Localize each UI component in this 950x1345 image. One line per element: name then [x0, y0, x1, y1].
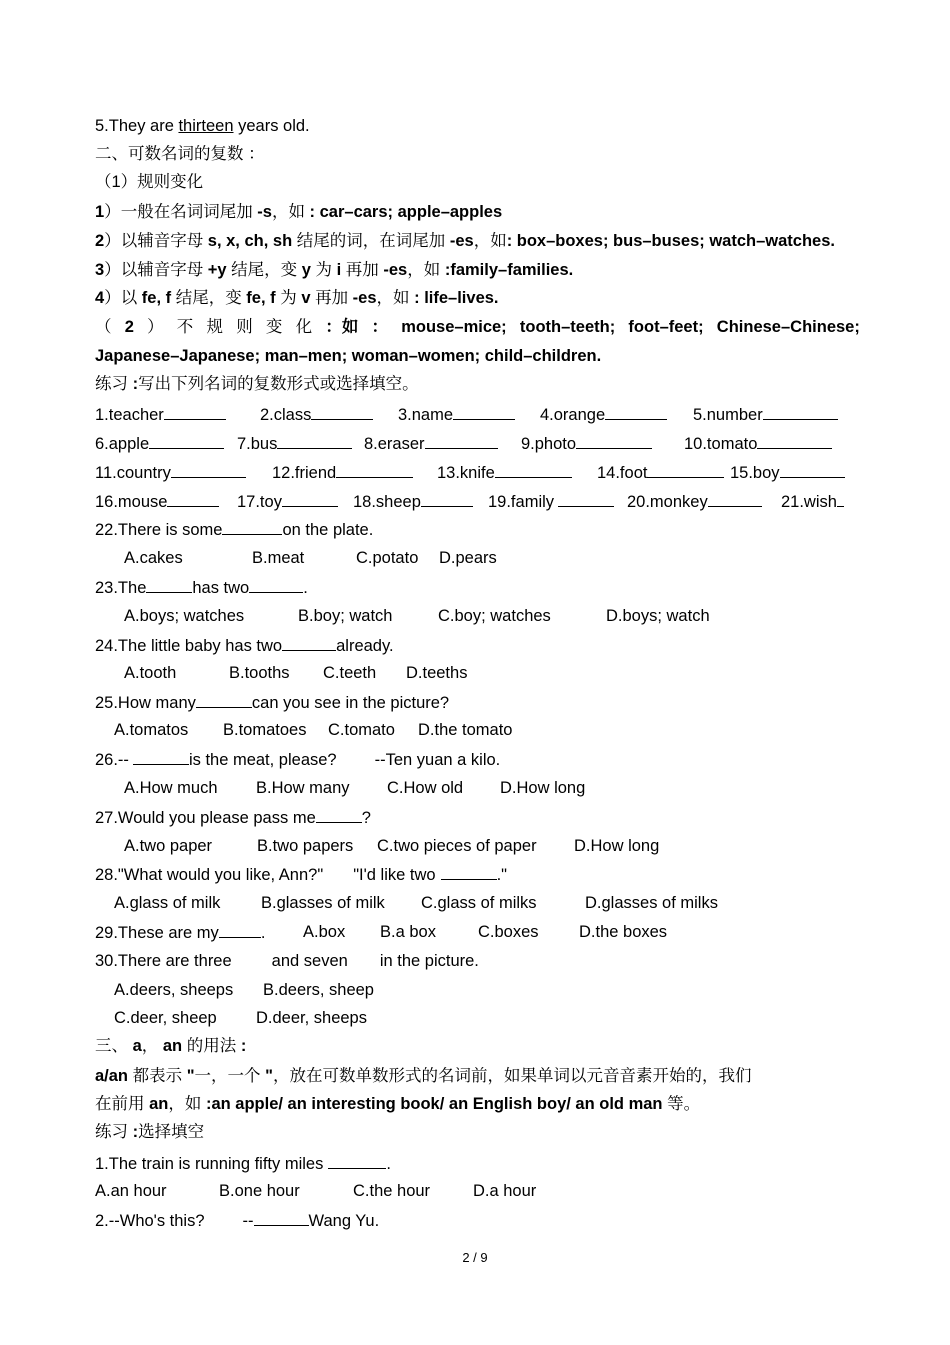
text: 11.country — [95, 464, 171, 482]
text: ）以 — [104, 289, 142, 307]
option-c[interactable]: C.teeth — [323, 664, 377, 682]
option-b[interactable]: B.a box — [380, 923, 436, 941]
rule-number: 4 — [95, 289, 105, 307]
option-a[interactable]: A.an hour — [95, 1182, 167, 1200]
usage-line-2 — [95, 1094, 700, 1114]
option-c[interactable]: C.tomato — [328, 721, 395, 739]
option-b[interactable]: B.two papers — [257, 837, 354, 855]
option-a[interactable]: A.boys; watches — [124, 607, 245, 625]
text: 变 — [265, 318, 283, 336]
word-item — [364, 433, 498, 454]
question-30 — [95, 951, 479, 971]
text: an — [162, 1037, 183, 1055]
answer-blank[interactable] — [336, 462, 413, 478]
exercise-2-title — [95, 1122, 204, 1142]
answer-blank[interactable] — [277, 433, 352, 449]
answer-blank[interactable] — [316, 807, 362, 823]
text: 三、 — [95, 1037, 133, 1055]
section-3-heading — [95, 1036, 246, 1056]
text: " — [186, 1067, 195, 1085]
text: already. — [336, 637, 394, 655]
text: an — [149, 1095, 169, 1113]
text: 15.boy — [730, 464, 780, 482]
word-item — [95, 462, 246, 483]
text: ，放在可数单数形式的名词前，如果单词以元音音素开始的，我们 — [272, 1067, 752, 1085]
text: ： — [371, 318, 389, 336]
text: 24.The little baby has two — [95, 637, 283, 655]
subsection-regular: （1）规则变化 — [95, 173, 204, 191]
word-item — [627, 491, 762, 512]
text: : — [132, 375, 139, 393]
text: 再加 — [341, 261, 384, 279]
letter: y — [301, 261, 311, 279]
text: 19.family — [488, 493, 555, 511]
text: ）一般在名词词尾加 — [104, 203, 258, 221]
rule-1 — [95, 202, 502, 222]
text: 4.orange — [540, 406, 606, 424]
option-c[interactable]: C.glass of milks — [421, 894, 537, 912]
text: 化 — [295, 318, 313, 336]
question-22 — [95, 519, 373, 540]
answer-blank[interactable] — [757, 433, 832, 449]
answer-blank[interactable] — [146, 577, 192, 593]
text: 9.photo — [521, 435, 577, 453]
text: ，如 — [376, 289, 415, 307]
suffix: -es — [449, 232, 474, 250]
text: 规 — [206, 318, 223, 336]
text: . — [260, 924, 266, 942]
word-item — [95, 404, 226, 425]
answer-blank[interactable] — [605, 404, 667, 420]
question-25 — [95, 692, 449, 713]
answer-blank[interactable] — [576, 433, 652, 449]
text: 结尾，变 — [171, 289, 247, 307]
word-item — [781, 491, 844, 512]
answer-blank[interactable] — [311, 404, 373, 420]
text: 2.class — [260, 406, 312, 424]
exercise-2-question-1 — [95, 1153, 391, 1174]
answer-blank[interactable] — [780, 462, 845, 478]
text: -- — [242, 1212, 254, 1230]
irregular-line-1 — [95, 317, 860, 337]
text: 13.knife — [437, 464, 495, 482]
text: 练习 — [95, 1123, 133, 1141]
option-c[interactable]: C.How old — [387, 779, 464, 797]
usage-line-1 — [95, 1066, 751, 1086]
text: 21.wish — [781, 493, 837, 511]
text: 2 — [124, 318, 134, 336]
word-item — [693, 404, 838, 425]
text: . — [386, 1155, 391, 1173]
answer-blank[interactable] — [219, 922, 261, 938]
text: 2.--Who's this? — [95, 1212, 205, 1230]
text: 23.The — [95, 579, 147, 597]
letter: v — [301, 289, 311, 307]
text: 选择填空 — [138, 1123, 205, 1141]
answer-blank[interactable] — [282, 635, 336, 651]
example: Chinese–Chinese; — [716, 318, 860, 336]
answer-blank[interactable] — [837, 491, 844, 507]
option-b[interactable]: B.boy; watch — [298, 607, 393, 625]
option-a[interactable]: A.cakes — [124, 549, 183, 567]
letter: i — [336, 261, 342, 279]
text: on the plate. — [282, 521, 374, 539]
text: "I'd like two — [353, 866, 436, 884]
text: 22.There is some — [95, 521, 223, 539]
word-item — [437, 462, 572, 483]
option-b[interactable]: B.tomatoes — [223, 721, 307, 739]
text: 8.eraser — [364, 435, 425, 453]
text: 则 — [236, 318, 253, 336]
suffix: -es — [352, 289, 377, 307]
example: mouse–mice; — [401, 318, 507, 336]
answer-blank[interactable] — [164, 404, 226, 420]
text: " — [265, 1067, 273, 1085]
answer-blank[interactable] — [425, 433, 498, 449]
option-c[interactable]: C.boy; watches — [438, 607, 551, 625]
word-item — [540, 404, 667, 425]
text: ." — [496, 866, 508, 884]
example: foot–feet; — [628, 318, 704, 336]
text: 3.name — [398, 406, 454, 424]
text: a/an — [95, 1067, 129, 1085]
examples: : life–lives. — [414, 289, 499, 307]
question-23 — [95, 577, 308, 598]
word-item — [237, 491, 338, 512]
text: 17.toy — [237, 493, 282, 511]
letters: fe, f — [141, 289, 172, 307]
rule-3 — [95, 260, 573, 280]
suffix: -s — [257, 203, 272, 221]
letters: +y — [207, 261, 227, 279]
text: ：如 — [325, 318, 359, 336]
option-a[interactable]: A.two paper — [124, 837, 213, 855]
word-item — [272, 462, 413, 483]
text: : — [240, 1037, 247, 1055]
answer-blank[interactable] — [196, 692, 252, 708]
text: 26.-- — [95, 751, 129, 769]
text: ， — [141, 1037, 163, 1055]
text: 5.They are — [95, 117, 179, 135]
option-a[interactable]: A.tomatos — [114, 721, 189, 739]
text: 29.These are my — [95, 924, 219, 942]
answer-blank[interactable] — [133, 749, 189, 765]
option-d[interactable]: D.boys; watch — [606, 607, 710, 625]
answer-blank[interactable] — [171, 462, 246, 478]
text: years old. — [233, 117, 310, 135]
text: 25.How many — [95, 694, 196, 712]
text: a — [132, 1037, 142, 1055]
text: 14.foot — [597, 464, 648, 482]
option-b[interactable]: B.one hour — [219, 1182, 300, 1200]
answer-blank[interactable] — [149, 433, 224, 449]
page-number: 2 / 9 — [462, 1250, 488, 1265]
rule-2 — [95, 231, 835, 251]
text: 的用法 — [182, 1037, 241, 1055]
text: 再加 — [310, 289, 353, 307]
text: 在前用 — [95, 1095, 150, 1113]
answer-blank[interactable] — [249, 577, 303, 593]
text: ，如 — [407, 261, 445, 279]
option-a[interactable]: A.How much — [124, 779, 218, 797]
text: 写出下列名词的复数形式或选择填空。 — [138, 375, 419, 393]
text: 18.sheep — [353, 493, 421, 511]
word-item — [597, 462, 724, 483]
option-c[interactable]: C.the hour — [353, 1182, 431, 1200]
question-28 — [95, 864, 507, 885]
section-2-heading: 二、可数名词的复数 ： — [95, 145, 265, 163]
text: （ — [95, 318, 112, 336]
examples: :family–families. — [444, 261, 574, 279]
question-24 — [95, 635, 394, 656]
option-b[interactable]: B.glasses of milk — [261, 894, 385, 912]
option-b[interactable]: B.tooths — [229, 664, 290, 682]
text: 为 — [275, 289, 302, 307]
text: 6.apple — [95, 435, 150, 453]
text: : — [132, 1123, 139, 1141]
option-a[interactable]: A.tooth — [124, 664, 177, 682]
text: ，如 — [168, 1095, 206, 1113]
option-d[interactable]: D.a hour — [473, 1182, 537, 1200]
option-c[interactable]: C.potato — [356, 549, 419, 567]
word-item — [237, 433, 352, 454]
text: 一，一个 — [194, 1067, 266, 1085]
exercise-1-title — [95, 374, 419, 394]
word-item — [488, 491, 614, 512]
question-26 — [95, 749, 500, 770]
answer-blank[interactable] — [222, 519, 282, 535]
rule-number: 1 — [95, 203, 105, 221]
option-b[interactable]: B.How many — [256, 779, 350, 797]
text: 练习 — [95, 375, 133, 393]
word-item — [398, 404, 515, 425]
text: ） — [147, 318, 164, 336]
text: 27.Would you please pass me — [95, 809, 316, 827]
text: 12.friend — [272, 464, 337, 482]
option-b[interactable]: B.meat — [252, 549, 305, 567]
exercise-2-question-2 — [95, 1210, 379, 1231]
text: 30.There are three — [95, 952, 232, 970]
option-d[interactable]: D.How long — [574, 837, 660, 855]
suffix: -es — [383, 261, 408, 279]
answer-blank[interactable] — [453, 404, 515, 420]
text: 结尾，变 — [226, 261, 302, 279]
rule-4 — [95, 288, 499, 308]
text: 都表示 — [128, 1067, 187, 1085]
answer-blank[interactable] — [558, 491, 614, 507]
text: ，如 — [473, 232, 507, 250]
word-item — [730, 462, 845, 483]
text: 结尾的词，在词尾加 — [292, 232, 450, 250]
text: . — [303, 579, 308, 597]
text: ，如 — [271, 203, 310, 221]
word-item — [95, 491, 219, 512]
text: 7.bus — [237, 435, 278, 453]
text: ）以辅音字母 — [104, 261, 208, 279]
text: can you see in the picture? — [251, 694, 450, 712]
option-d[interactable]: D.the boxes — [579, 923, 668, 941]
option-d[interactable]: D.the tomato — [418, 721, 513, 739]
option-d[interactable]: D.deer, sheeps — [256, 1009, 367, 1027]
text: --Ten yuan a kilo. — [374, 751, 501, 769]
sentence-5 — [95, 116, 310, 136]
text: 16.mouse — [95, 493, 168, 511]
text: 5.number — [693, 406, 763, 424]
option-a[interactable]: A.box — [303, 923, 346, 941]
option-b[interactable]: B.deers, sheep — [263, 981, 374, 999]
option-d[interactable]: D.How long — [500, 779, 586, 797]
examples: : car–cars; apple–apples — [309, 203, 503, 221]
text: 不 — [176, 318, 194, 336]
word-item — [260, 404, 373, 425]
text: ）以辅音字母 — [104, 232, 208, 250]
irregular-line-2: Japanese–Japanese; man–men; woman–women; child–children. — [95, 347, 602, 365]
answer-blank[interactable] — [421, 491, 473, 507]
option-a[interactable]: A.deers, sheeps — [114, 981, 234, 999]
text: ? — [361, 809, 371, 827]
text: has two — [192, 579, 250, 597]
option-d[interactable]: D.teeths — [406, 664, 468, 682]
letters: fe, f — [246, 289, 276, 307]
text: 1.The train is running fifty miles — [95, 1155, 324, 1173]
answer-blank[interactable] — [167, 491, 219, 507]
word-item — [684, 433, 832, 454]
question-27 — [95, 807, 371, 828]
rule-number: 2 — [95, 232, 105, 250]
examples: : box–boxes; bus–buses; watch–watches. — [506, 232, 835, 250]
answer-blank[interactable] — [763, 404, 838, 420]
answer-blank[interactable] — [441, 864, 497, 880]
option-c[interactable]: C.two pieces of paper — [377, 837, 537, 855]
text: 为 — [310, 261, 337, 279]
text: 20.monkey — [627, 493, 708, 511]
option-c[interactable]: C.deer, sheep — [114, 1009, 217, 1027]
text: Wang Yu. — [308, 1212, 380, 1230]
option-d[interactable]: D.glasses of milks — [585, 894, 718, 912]
word-item — [95, 433, 224, 454]
text: 28."What would you like, Ann?" — [95, 866, 324, 884]
text: 等。 — [662, 1095, 701, 1113]
question-29 — [95, 922, 265, 943]
option-c[interactable]: C.boxes — [478, 923, 539, 941]
answer-blank[interactable] — [254, 1210, 309, 1226]
example: tooth–teeth; — [519, 318, 616, 336]
answer-blank[interactable] — [495, 462, 572, 478]
answer-blank[interactable] — [328, 1153, 386, 1169]
examples: :an apple/ an interesting book/ an English boy/ an old man — [205, 1095, 663, 1113]
letters: s, x, ch, sh — [207, 232, 293, 250]
answer-blank[interactable] — [708, 491, 762, 507]
text: in the picture. — [379, 952, 479, 970]
text: 1.teacher — [95, 406, 164, 424]
answer-blank[interactable] — [282, 491, 338, 507]
word-item — [353, 491, 473, 512]
option-a[interactable]: A.glass of milk — [114, 894, 221, 912]
underlined-word: thirteen — [178, 117, 234, 135]
text: and seven — [271, 952, 348, 970]
text: is the meat, please? — [188, 751, 337, 769]
word-item — [521, 433, 652, 454]
answer-blank[interactable] — [647, 462, 724, 478]
text: 10.tomato — [684, 435, 758, 453]
rule-number: 3 — [95, 261, 105, 279]
option-d[interactable]: D.pears — [439, 549, 497, 567]
